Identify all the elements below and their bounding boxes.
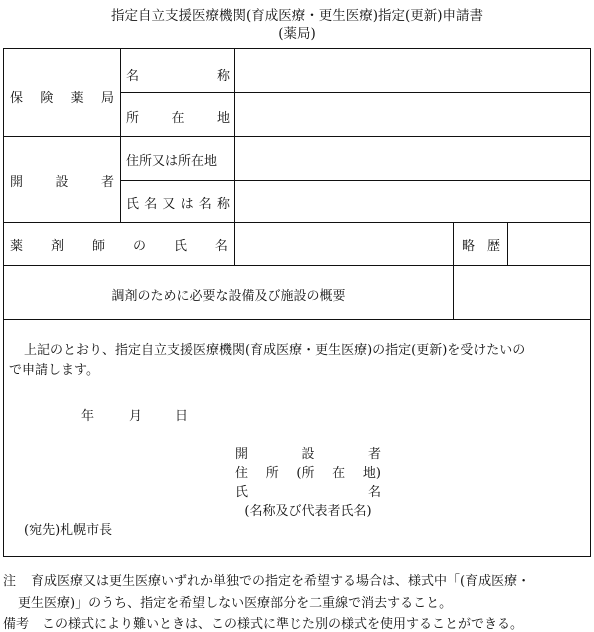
- applicant-name-label: 氏 名: [235, 485, 381, 500]
- facilities-label: 調剤のために必要な設備及び施設の概要: [111, 289, 346, 304]
- declaration-text-line1: 上記のとおり、指定自立支援医療機関(育成医療・更生医療)の指定(更新)を受けたいの: [24, 343, 526, 358]
- applicant-label: 開 設 者: [235, 447, 381, 462]
- declaration-text-line2: で申請します。: [9, 363, 99, 378]
- pharmacy-label: 保 険 薬 局: [10, 91, 114, 106]
- date-day-label: 日: [175, 409, 189, 424]
- note-label: 注: [3, 574, 17, 589]
- pharmacy-name-field[interactable]: [240, 63, 584, 83]
- founder-label: 開 設 者: [10, 175, 114, 190]
- founder-address-label: 住所又は所在地: [126, 154, 218, 169]
- date-month-label: 月: [129, 409, 143, 424]
- note-line2: 更生医療)」のうち、指定を希望しない医療部分を二重線で消去すること。: [18, 596, 453, 611]
- column-divider: [453, 222, 454, 319]
- note-line1: 育成医療又は更生医療いずれか単独での指定を希望する場合は、様式中「(育成医療・: [31, 574, 531, 589]
- column-divider: [507, 222, 508, 265]
- applicant-name-note: (名称及び代表者氏名): [244, 504, 372, 519]
- pharmacist-name-field[interactable]: [240, 235, 446, 255]
- founder-address-field[interactable]: [240, 150, 584, 170]
- row-divider: [4, 265, 590, 266]
- applicant-address-label: 住 所 (所 在 地): [235, 466, 381, 481]
- pharmacist-name-label: 薬 剤 師 の 氏 名: [10, 239, 228, 254]
- row-divider: [4, 319, 590, 320]
- row-divider: [4, 222, 590, 223]
- form-subtitle: (薬局): [278, 26, 316, 42]
- pharmacy-address-field[interactable]: [240, 107, 584, 127]
- column-divider: [234, 49, 235, 265]
- remark-text: この様式により難いときは、この様式に準じた別の様式を使用することができる。: [42, 617, 524, 632]
- row-divider: [120, 180, 590, 181]
- addressee: (宛先)札幌市長: [24, 523, 113, 538]
- form-title: 指定自立支援医療機関(育成医療・更生医療)指定(更新)申請書: [110, 8, 484, 24]
- row-divider: [120, 92, 590, 93]
- pharmacy-address-label: 所 在 地: [126, 111, 230, 126]
- facilities-field[interactable]: [459, 281, 585, 305]
- pharmacy-name-label: 名 称: [126, 69, 230, 84]
- date-year-label: 年: [81, 409, 95, 424]
- remark-label: 備考: [3, 617, 30, 632]
- application-form-table: [3, 48, 591, 557]
- founder-name-field[interactable]: [240, 193, 584, 213]
- pharmacist-history-field[interactable]: [513, 235, 585, 255]
- row-divider: [4, 136, 590, 137]
- pharmacist-history-label: 略 歴: [462, 239, 500, 254]
- column-divider: [120, 49, 121, 222]
- founder-name-label: 氏 名 又 は 名 称: [126, 197, 230, 212]
